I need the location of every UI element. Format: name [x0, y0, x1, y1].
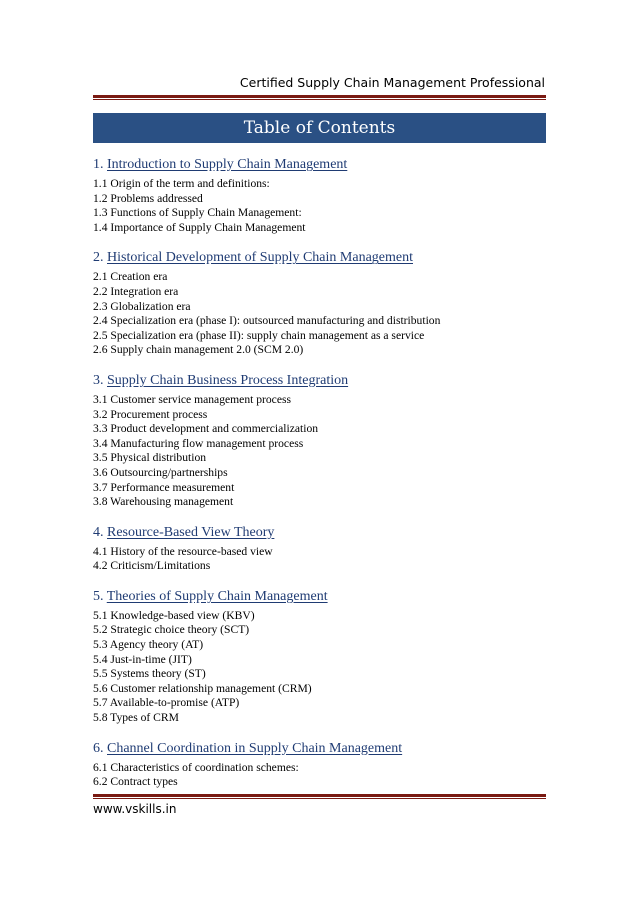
toc-section-link[interactable]: Supply Chain Business Process Integration — [107, 372, 349, 388]
toc-section-number: 2. — [93, 250, 104, 266]
toc-entry[interactable]: 5.7 Available-to-promise (ATP) — [93, 696, 240, 710]
toc-entry[interactable]: 6.1 Characteristics of coordination schemes: — [93, 760, 299, 774]
toc-section-link[interactable]: Introduction to Supply Chain Management — [107, 157, 348, 172]
toc-entry[interactable]: 5.5 Systems theory (ST) — [93, 667, 206, 681]
toc-section — [93, 249, 546, 358]
toc-section-number: 4. — [93, 524, 104, 540]
toc-list — [93, 156, 546, 804]
toc-entry[interactable]: 5.6 Customer relationship management (CRM) — [93, 681, 312, 695]
toc-entry[interactable]: 2.4 Specialization era (phase I): outsourced manufacturing and distribution — [93, 314, 441, 328]
toc-section-number: 1. — [93, 157, 104, 172]
toc-entry[interactable]: 4.1 History of the resource-based view — [93, 544, 273, 558]
footer-rule — [93, 794, 546, 797]
toc-entry[interactable]: 3.3 Product development and commercialization — [93, 422, 319, 436]
footer-rule-thin — [93, 798, 546, 799]
toc-entry[interactable]: 5.8 Types of CRM — [93, 711, 179, 725]
running-header: Certified Supply Chain Management Professional — [239, 75, 545, 90]
toc-entry[interactable]: 2.1 Creation era — [93, 270, 168, 284]
toc-entry[interactable]: 1.2 Problems addressed — [93, 191, 203, 205]
header-rule — [93, 95, 546, 98]
toc-section — [93, 588, 546, 726]
toc-section — [93, 372, 546, 510]
toc-entry[interactable]: 2.3 Globalization era — [93, 299, 191, 313]
toc-section — [93, 156, 546, 235]
toc-entry[interactable]: 3.8 Warehousing management — [93, 495, 234, 509]
header-rule-thin — [93, 99, 546, 100]
toc-section-number: 5. — [93, 588, 104, 604]
toc-section-heading — [93, 372, 546, 390]
toc-entry[interactable]: 5.1 Knowledge-based view (KBV) — [93, 608, 255, 622]
toc-entry[interactable]: 3.6 Outsourcing/partnerships — [93, 465, 228, 479]
toc-entry[interactable]: 3.7 Performance measurement — [93, 480, 235, 494]
toc-entry[interactable]: 2.5 Specialization era (phase II): supply chain management as a service — [93, 328, 425, 342]
toc-section-heading — [93, 249, 546, 267]
toc-entry[interactable]: 1.4 Importance of Supply Chain Management — [93, 220, 306, 234]
toc-entry[interactable]: 3.4 Manufacturing flow management process — [93, 436, 304, 450]
toc-entry[interactable]: 5.4 Just-in-time (JIT) — [93, 652, 192, 666]
toc-section-number: 3. — [93, 372, 104, 388]
toc-section-link[interactable]: Historical Development of Supply Chain Management — [107, 250, 413, 266]
toc-entry[interactable]: 5.3 Agency theory (AT) — [93, 638, 204, 652]
toc-section-link[interactable]: Channel Coordination in Supply Chain Management — [107, 740, 403, 756]
toc-entry[interactable]: 6.2 Contract types — [93, 775, 178, 789]
footer-website: www.vskills.in — [93, 802, 177, 816]
toc-section-heading — [93, 740, 546, 758]
toc-entry[interactable]: 5.2 Strategic choice theory (SCT) — [93, 623, 250, 637]
toc-section-number: 6. — [93, 740, 104, 756]
toc-section-heading — [93, 156, 546, 174]
toc-entry[interactable]: 1.3 Functions of Supply Chain Management: — [93, 206, 302, 220]
toc-section-heading — [93, 588, 546, 606]
toc-entry[interactable]: 2.6 Supply chain management 2.0 (SCM 2.0) — [93, 343, 304, 357]
toc-section-link[interactable]: Theories of Supply Chain Management — [106, 588, 328, 604]
toc-section — [93, 740, 546, 790]
toc-entry[interactable]: 3.1 Customer service management process — [93, 392, 291, 406]
toc-entry[interactable]: 2.2 Integration era — [93, 284, 179, 298]
toc-section — [93, 524, 546, 574]
toc-section-heading — [93, 524, 546, 542]
toc-entry[interactable]: 3.5 Physical distribution — [93, 451, 207, 465]
toc-section-link[interactable]: Resource-Based View Theory — [107, 524, 275, 540]
toc-entry[interactable]: 4.2 Criticism/Limitations — [93, 559, 211, 573]
toc-title-banner: Table of Contents — [93, 113, 546, 143]
toc-entry[interactable]: 1.1 Origin of the term and definitions: — [93, 177, 270, 190]
toc-entry[interactable]: 3.2 Procurement process — [93, 407, 208, 421]
